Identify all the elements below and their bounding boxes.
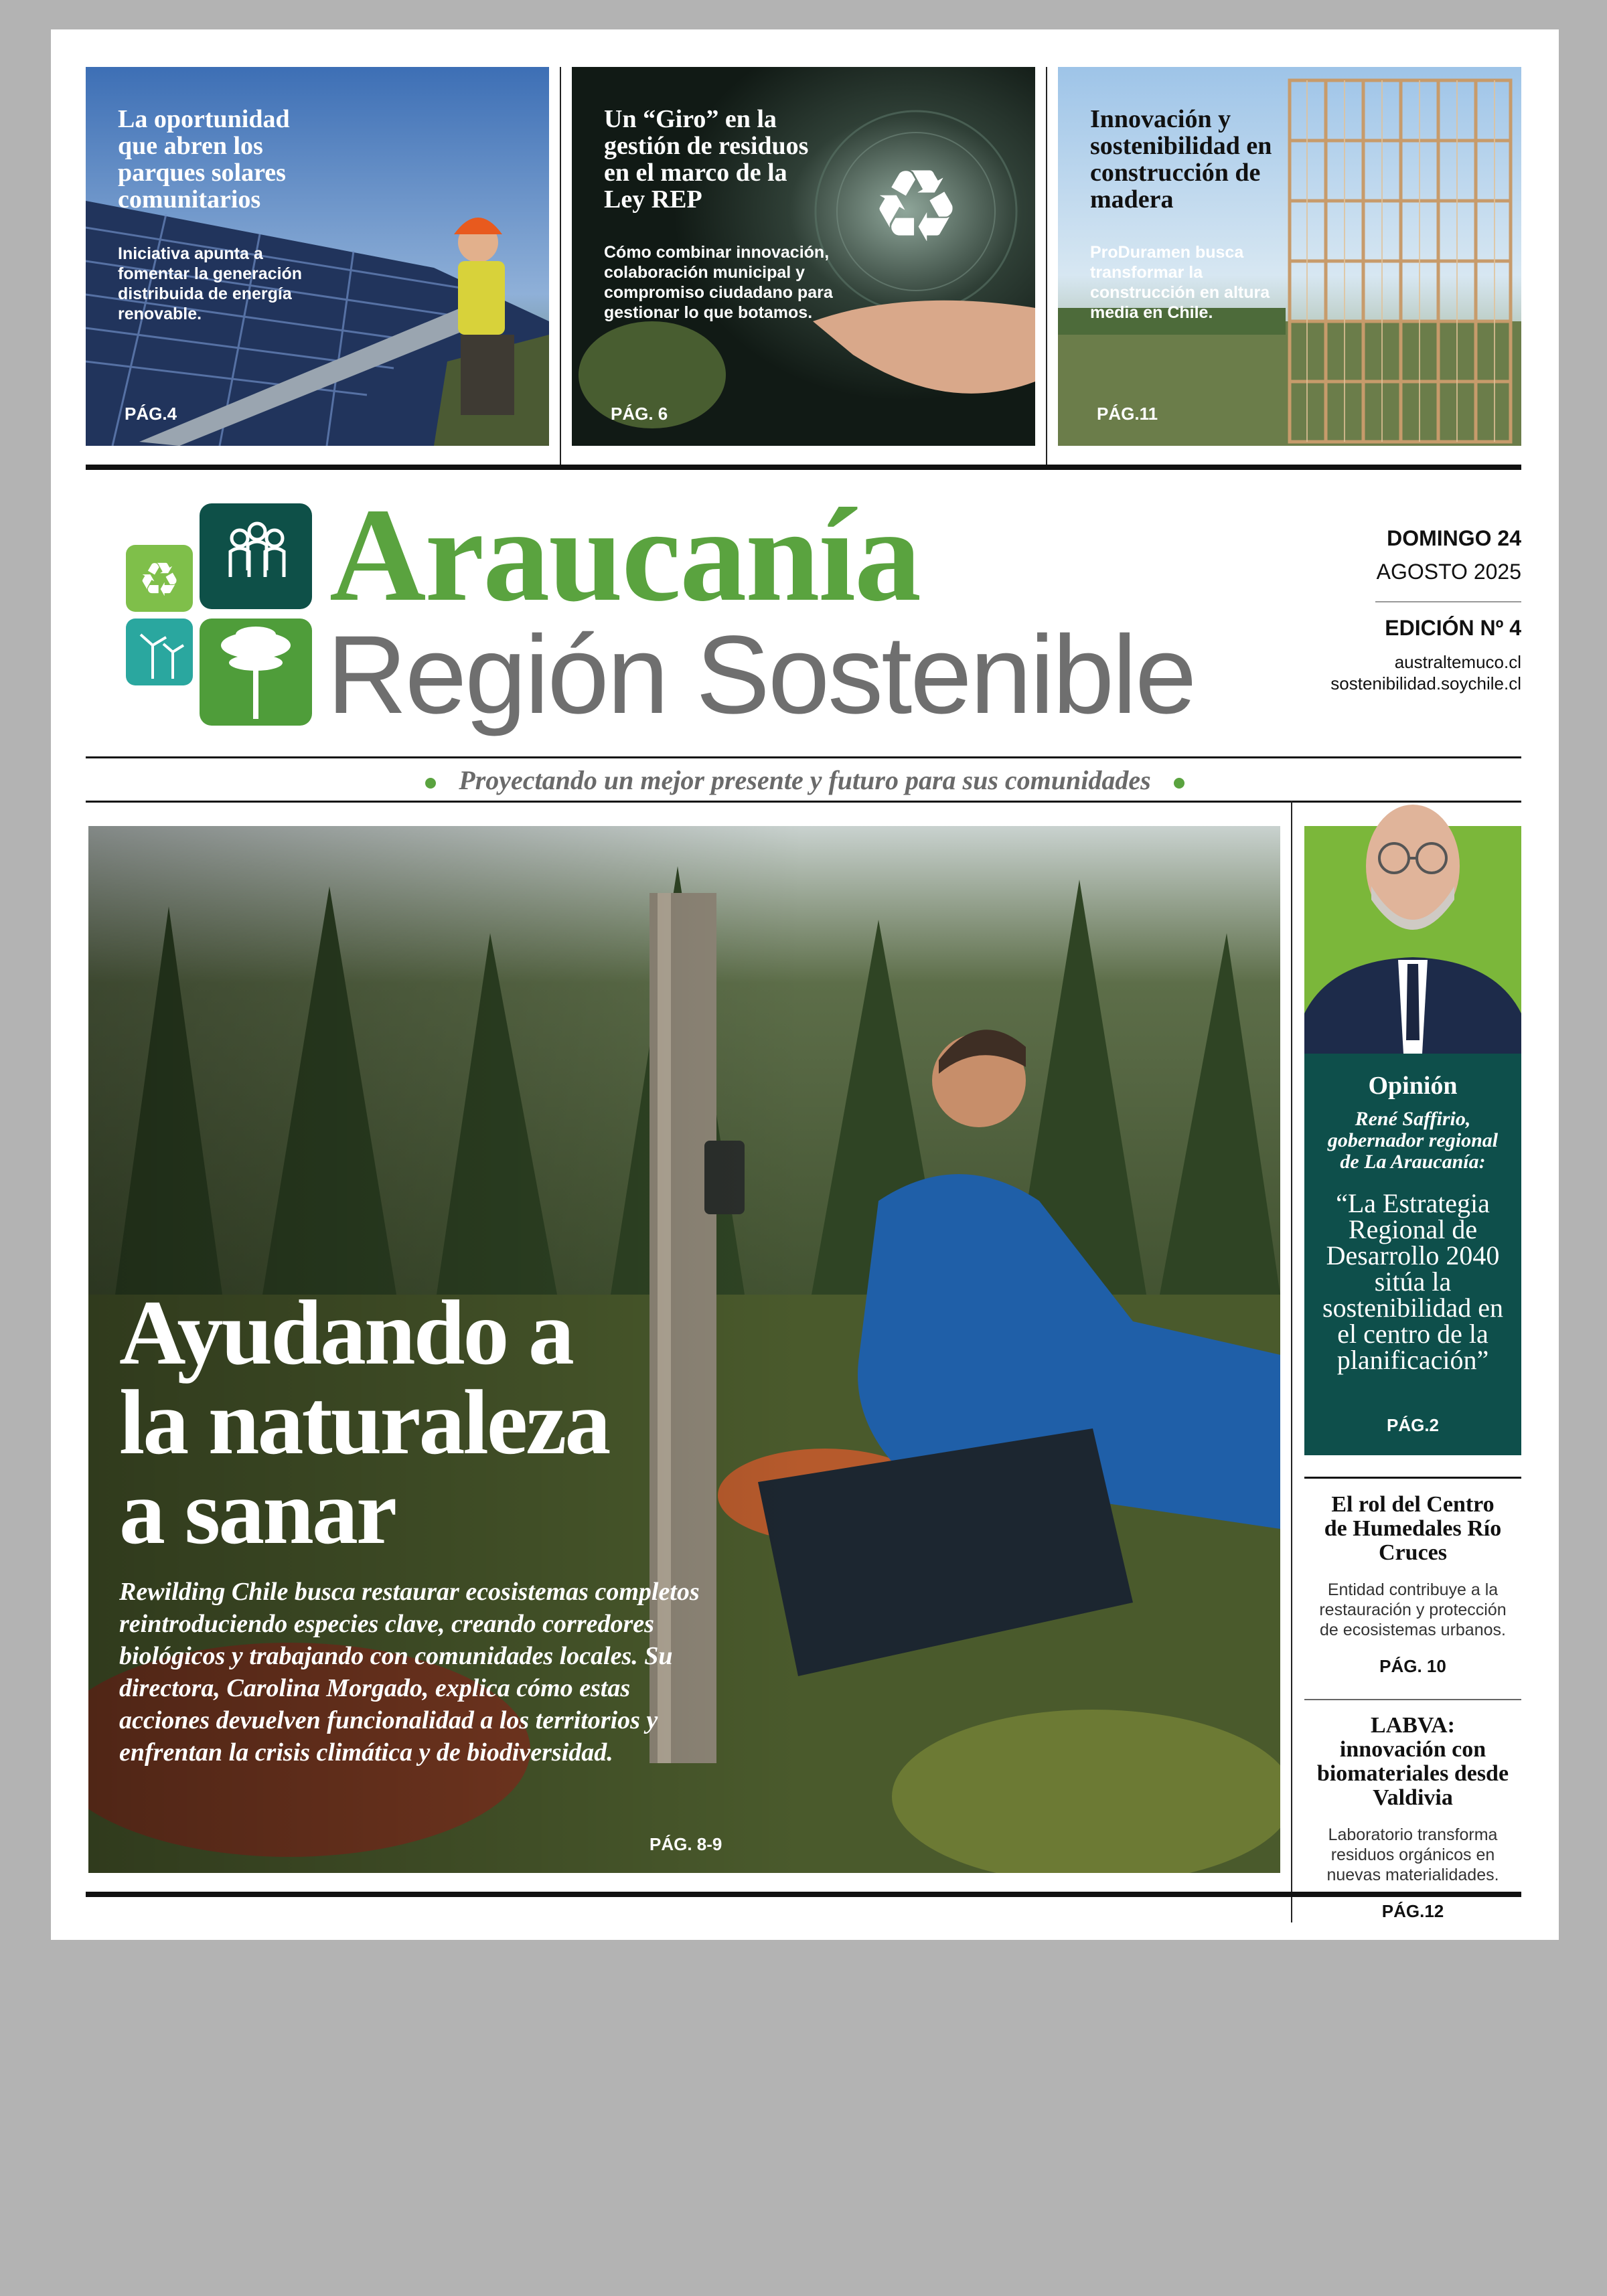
promo-page-ref[interactable]: PÁG.4	[125, 404, 177, 424]
masthead-subtitle: Región Sostenible	[327, 613, 1195, 737]
website-link[interactable]: australtemuco.cl	[1394, 652, 1521, 672]
tagline-rule-top	[86, 756, 1521, 758]
side-story-summary: Laboratorio transforma residuos orgánicos en nuevas materialidades.	[1326, 1825, 1499, 1884]
edition-number: EDICIÓN Nº 4	[1385, 616, 1521, 640]
issue-day: DOMINGO 24	[1387, 526, 1521, 550]
hero-headline	[119, 1281, 609, 1563]
bullet-dot	[425, 778, 436, 789]
side-story-humedales[interactable]	[1304, 1493, 1521, 1677]
promo-summary: Iniciativa apunta a fomentar la generación distribuida de energía renovable.	[118, 244, 303, 323]
promo-title: Innovación y sostenibilidad en construcción de madera	[1090, 105, 1272, 214]
opinion-portrait	[1304, 759, 1521, 1054]
side-story-summary: Entidad contribuye a la restauración y protección de ecosistemas urbanos.	[1319, 1580, 1507, 1639]
opinion-author: René Saffirio,	[1355, 1108, 1471, 1130]
bottom-rule	[86, 1892, 1521, 1897]
hero-lead: Rewilding Chile busca restaurar ecosistemas completos reintroduciendo especies clave, creando corredores biológicos y trabajando con comunidades locales. Su directora, Carolina Morgado, explica cómo estas acciones devuelven funcionalidad a los territorios y enfrentan la crisis climática y de biodiversidad.	[119, 1578, 700, 1767]
recycle-icon: ♻	[870, 149, 962, 265]
opinion-box[interactable]	[1304, 1054, 1521, 1455]
hero-story[interactable]	[88, 826, 1280, 1873]
promo-card-madera[interactable]	[1058, 67, 1521, 446]
website-link[interactable]: sostenibilidad.soychile.cl	[1330, 673, 1521, 693]
side-rule	[1304, 1477, 1521, 1479]
opinion-quote: “La Estrategia Regional de Desarrollo 2040 sitúa la sostenibilidad en el centro de la planificación”	[1322, 1188, 1503, 1375]
promo-summary: ProDuramen busca transformar la construcción en altura media en Chile.	[1090, 243, 1270, 322]
masthead-logo	[126, 503, 323, 754]
promo-card-residuos[interactable]	[572, 67, 1035, 446]
column-divider	[1046, 67, 1047, 466]
issue-month-year: AGOSTO 2025	[1376, 560, 1521, 584]
promo-summary: Cómo combinar innovación, colaboración municipal y compromiso ciudadano para gestionar lo que botamos.	[604, 243, 833, 322]
hero-headline-line: a sanar	[119, 1461, 396, 1563]
column-divider	[560, 67, 561, 466]
side-story-title: El rol del Centro de Humedales Río Cruces	[1324, 1492, 1502, 1565]
opinion-role: gobernador regional de La Araucanía:	[1327, 1129, 1499, 1173]
hero-page-ref[interactable]: PÁG. 8-9	[649, 1834, 722, 1854]
side-rule	[1304, 1699, 1521, 1700]
tagline-text: Proyectando un mejor presente y futuro para sus comunidades	[459, 765, 1151, 795]
opinion-page-ref[interactable]: PÁG.2	[1386, 1415, 1440, 1435]
promo-card-solar[interactable]	[86, 67, 549, 446]
hero-headline-line: la naturaleza	[119, 1371, 609, 1473]
top-rule	[86, 465, 1521, 470]
newspaper-page	[51, 29, 1559, 1940]
promo-title: La oportunidad que abren los parques solares comunitarios	[118, 105, 290, 214]
side-story-labva[interactable]	[1304, 1714, 1521, 1922]
promo-title: Un “Giro” en la gestión de residuos en el marco de la Ley REP	[604, 105, 809, 214]
side-story-title: LABVA: innovación con biomateriales desde Valdivia	[1316, 1713, 1509, 1810]
recycle-icon: ♻	[138, 552, 181, 607]
side-story-page-ref[interactable]: PÁG. 10	[1379, 1656, 1446, 1676]
promo-page-ref[interactable]: PÁG.11	[1097, 404, 1158, 424]
side-story-page-ref[interactable]: PÁG.12	[1381, 1901, 1444, 1921]
bullet-dot	[1174, 778, 1184, 789]
masthead-title: Araucanía	[329, 481, 920, 629]
promo-page-ref[interactable]: PÁG. 6	[611, 404, 668, 424]
hero-headline-line: Ayudando a	[119, 1281, 572, 1384]
column-divider	[1291, 801, 1292, 1922]
date-rule	[1375, 601, 1521, 602]
opinion-label: Opinión	[1368, 1072, 1458, 1100]
